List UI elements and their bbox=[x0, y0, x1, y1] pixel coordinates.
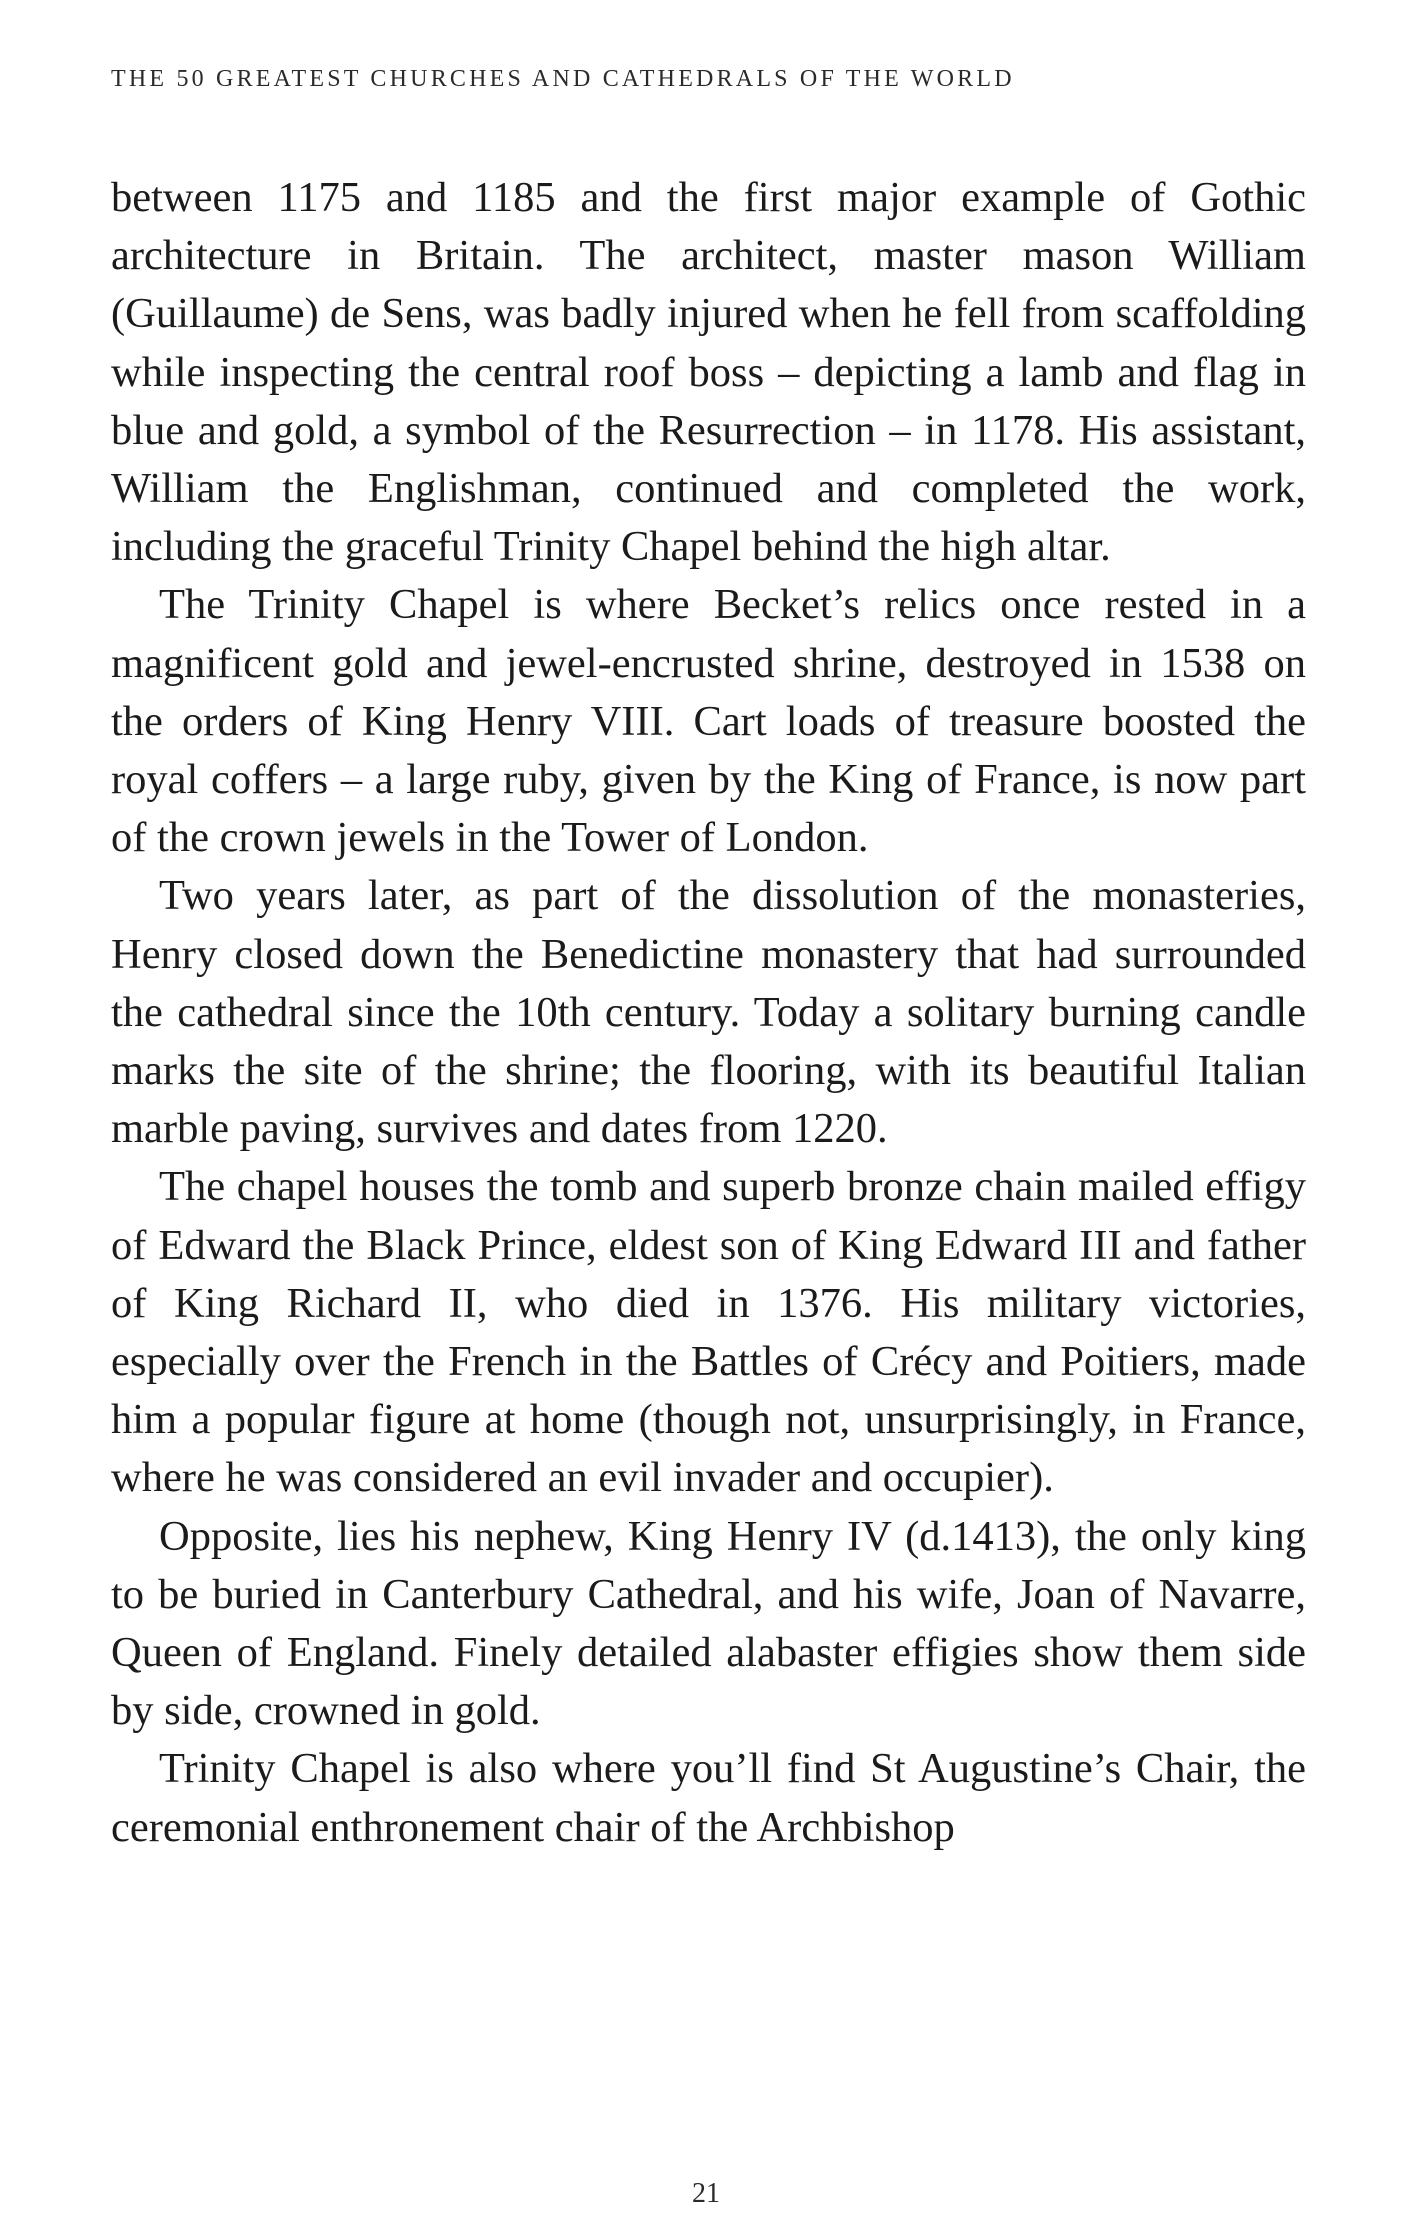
paragraph-black-prince: The chapel houses the tomb and superb bronze chain mailed effigy of Edward the Black Prince, eldest son of King Edward III and father of King Richard II, who died in 1376. His military victories, especially over the French in the Battles of Crécy and Poitiers, made him a popular figure at home (though not, unsurprisingly, in France, where he was considered an evil invader and occupier). bbox=[111, 1163, 1306, 1502]
paragraph-dissolution: Two years later, as part of the dissolution of the monasteries, Henry closed down the Benedictine monastery that had surrounded the cathedral since the 10th century. Today a solitary burning candle marks the site of the shrine; the flooring, with its beautiful Italian marble paving, survives and dates from 1220. bbox=[111, 872, 1306, 1153]
running-head: THE 50 GREATEST CHURCHES AND CATHEDRALS OF THE WORLD bbox=[111, 66, 1015, 92]
body-text bbox=[111, 169, 1306, 1857]
page-number: 21 bbox=[692, 2178, 720, 2209]
paragraph-augustines-chair: Trinity Chapel is also where you’ll find St Augustine’s Chair, the ceremonial enthronement chair of the Archbishop bbox=[111, 1745, 1306, 1851]
paragraph-henry-iv: Opposite, lies his nephew, King Henry IV (d.1413), the only king to be buried in Canterbury Cathedral, and his wife, Joan of Navarre, Queen of England. Finely detailed alabaster effigies show them side by side, crowned in gold. bbox=[111, 1512, 1306, 1735]
paragraph-continued: between 1175 and 1185 and the first major example of Gothic architecture in Britain. The architect, master mason William (Guillaume) de Sens, was badly injured when he fell from scaffolding while inspecting the central roof boss – depicting a lamb and flag in blue and gold, a symbol of the Resurrection – in 1178. His assistant, William the Englishman, continued and completed the work, including the graceful Trinity Chapel behind the high altar. bbox=[111, 174, 1306, 571]
paragraph-trinity-chapel-shrine: The Trinity Chapel is where Becket’s relics once rested in a magnificent gold and jewel-encrusted shrine, destroyed in 1538 on the orders of King Henry VIII. Cart loads of treasure boosted the royal coffers – a large ruby, given by the King of France, is now part of the crown jewels in the Tower of London. bbox=[111, 581, 1306, 862]
